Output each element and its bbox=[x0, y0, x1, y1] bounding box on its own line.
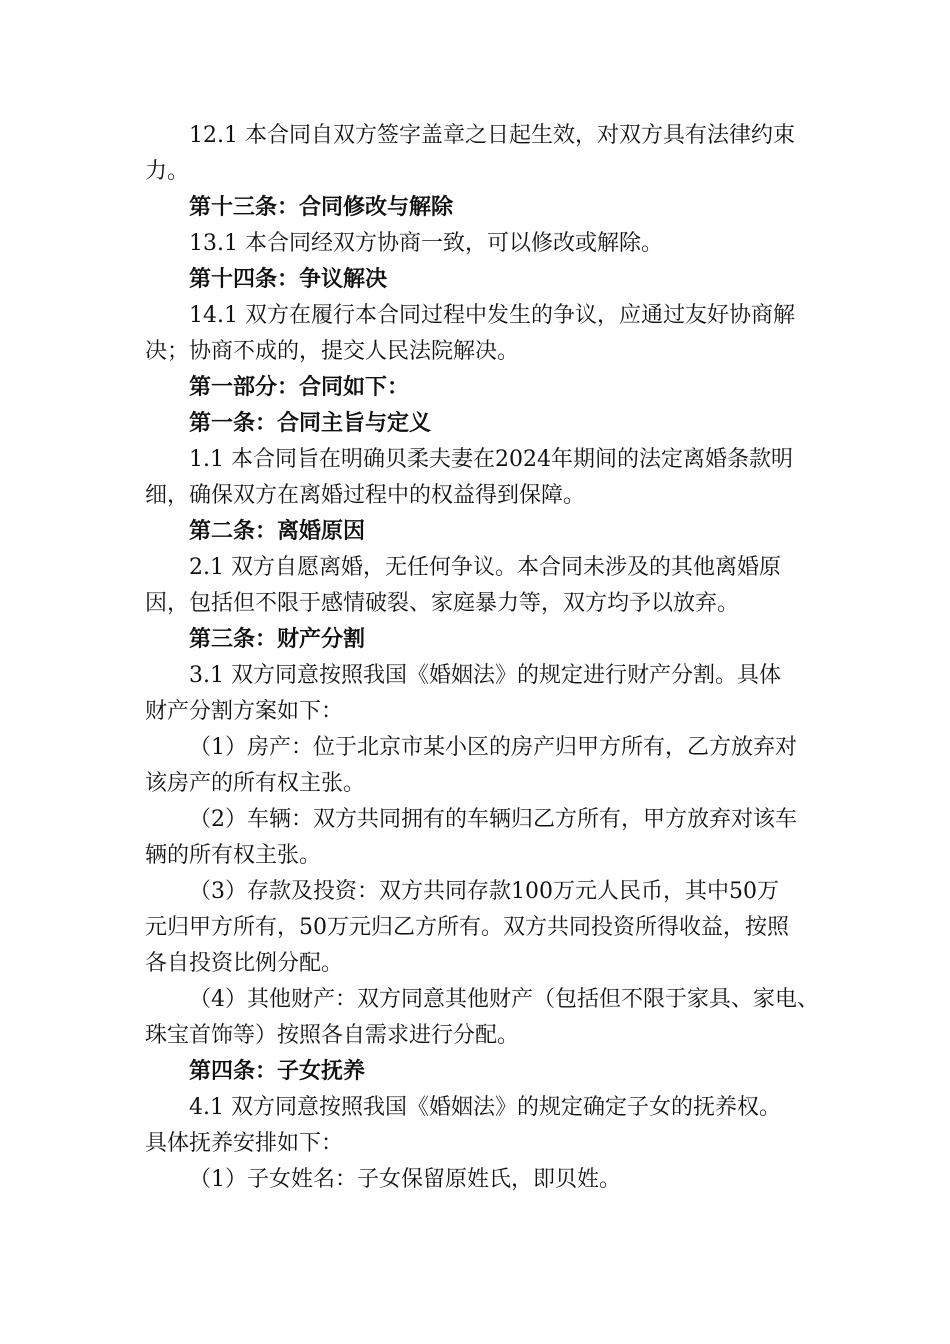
paragraph-line: 元归甲方所有，50万元归乙方所有。双方共同投资所得收益，按照 bbox=[145, 915, 789, 940]
paragraph-line: 3.1 双方同意按照我国《婚姻法》的规定进行财产分割。具体 bbox=[189, 663, 781, 688]
paragraph-line: 珠宝首饰等）按照各自需求进行分配。 bbox=[145, 1023, 520, 1048]
paragraph-line: （1）子女姓名：子女保留原姓氏，即贝姓。 bbox=[189, 1167, 621, 1192]
section-heading: 第一部分：合同如下： bbox=[189, 375, 410, 400]
paragraph-line: 13.1 本合同经双方协商一致，可以修改或解除。 bbox=[189, 231, 663, 256]
section-heading: 第十四条：争议解决 bbox=[189, 267, 388, 292]
paragraph-line: 2.1 双方自愿离婚，无任何争议。本合同未涉及的其他离婚原 bbox=[189, 555, 781, 580]
paragraph-line: 决；协商不成的，提交人民法院解决。 bbox=[145, 339, 520, 364]
paragraph-line: （1）房产：位于北京市某小区的房产归甲方所有，乙方放弃对 bbox=[189, 735, 797, 760]
paragraph-line: （4）其他财产：双方同意其他财产（包括但不限于家具、家电、 bbox=[189, 987, 819, 1012]
paragraph-line: 14.1 双方在履行本合同过程中发生的争议，应通过友好协商解 bbox=[189, 303, 795, 328]
paragraph-line: 各自投资比例分配。 bbox=[145, 951, 344, 976]
paragraph-line: （3）存款及投资：双方共同存款100万元人民币，其中50万 bbox=[189, 879, 779, 904]
paragraph-line: 1.1 本合同旨在明确贝柔夫妻在2024年期间的法定离婚条款明 bbox=[189, 447, 793, 472]
paragraph-line: 因，包括但不限于感情破裂、家庭暴力等，双方均予以放弃。 bbox=[145, 591, 740, 616]
section-heading: 第一条：合同主旨与定义 bbox=[189, 411, 432, 436]
paragraph-line: 具体抚养安排如下： bbox=[145, 1131, 344, 1156]
paragraph-line: 财产分割方案如下： bbox=[145, 699, 344, 724]
paragraph-line: 细，确保双方在离婚过程中的权益得到保障。 bbox=[145, 483, 586, 508]
paragraph-line: 力。 bbox=[145, 159, 190, 184]
section-heading: 第十三条：合同修改与解除 bbox=[189, 195, 454, 220]
paragraph-line: 辆的所有权主张。 bbox=[145, 843, 322, 868]
paragraph-line: （2）车辆：双方共同拥有的车辆归乙方所有，甲方放弃对该车 bbox=[189, 807, 797, 832]
paragraph-line: 4.1 双方同意按照我国《婚姻法》的规定确定子女的抚养权。 bbox=[189, 1095, 781, 1120]
paragraph-line: 该房产的所有权主张。 bbox=[145, 771, 366, 796]
section-heading: 第三条：财产分割 bbox=[189, 627, 366, 652]
paragraph-line: 12.1 本合同自双方签字盖章之日起生效，对双方具有法律约束 bbox=[189, 123, 795, 148]
section-heading: 第四条：子女抚养 bbox=[189, 1059, 366, 1084]
document-page bbox=[145, 118, 819, 1198]
section-heading: 第二条：离婚原因 bbox=[189, 519, 366, 544]
